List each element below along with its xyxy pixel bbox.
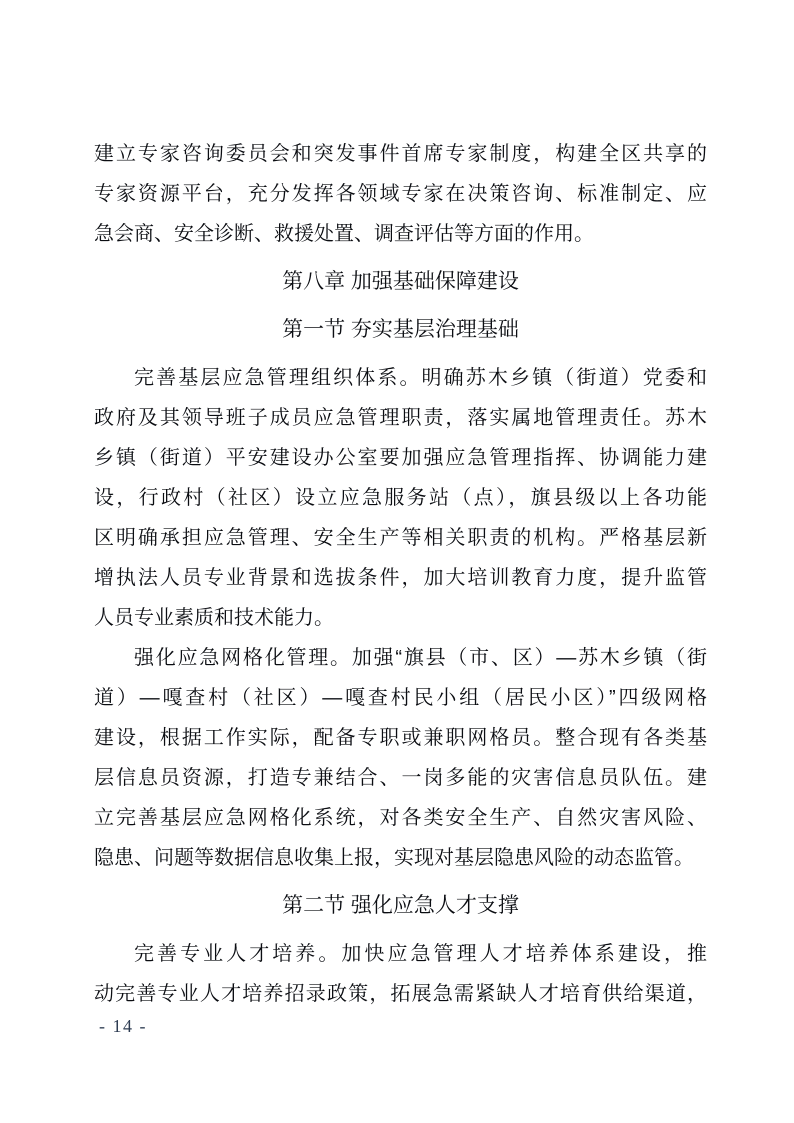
paragraph <box>94 134 707 254</box>
text-line: 急会商、安全诊断、救援处置、调查评估等方面的作用。 <box>94 223 594 245</box>
text-line: 强化应急网格化管理。加强“旗县（市、区）—苏木乡镇（街 <box>134 647 707 669</box>
text-line: 隐患、问题等数据信息收集上报，实现对基层隐患风险的动态监管。 <box>94 847 694 869</box>
text-line: 政府及其领导班子成员应急管理职责，落实属地管理责任。苏木 <box>94 407 707 429</box>
text-line: 区明确承担应急管理、安全生产等相关职责的机构。严格基层新 <box>94 527 707 549</box>
chapter-heading: 第八章 加强基础保障建设 <box>282 270 519 293</box>
text-line: 乡镇（街道）平安建设办公室要加强应急管理指挥、协调能力建 <box>94 447 707 469</box>
text-line: 增执法人员专业背景和选拔条件，加大培训教育力度，提升监管 <box>94 567 707 589</box>
paragraph <box>94 358 707 638</box>
text-line: 立完善基层应急网格化系统，对各类安全生产、自然灾害风险、 <box>94 807 707 829</box>
text-line: 层信息员资源，打造专兼结合、一岗多能的灾害信息员队伍。建 <box>94 767 707 789</box>
text-line: 完善专业人才培养。加快应急管理人才培养体系建设，推 <box>134 943 707 965</box>
text-line: 建立专家咨询委员会和突发事件首席专家制度，构建全区共享的 <box>94 143 707 165</box>
text-line: 完善基层应急管理组织体系。明确苏木乡镇（街道）党委和 <box>134 367 707 389</box>
text-line: 道）—嘎查村（社区）—嘎查村民小组（居民小区）”四级网格 <box>94 687 707 709</box>
section-heading: 第一节 夯实基层治理基础 <box>282 318 519 341</box>
document-body <box>94 134 707 1014</box>
text-line: 动完善专业人才培养招录政策，拓展急需紧缺人才培育供给渠道， <box>94 983 707 1005</box>
paragraph <box>94 638 707 878</box>
text-line: 建设，根据工作实际，配备专职或兼职网格员。整合现有各类基 <box>94 727 707 749</box>
text-line: 设，行政村（社区）设立应急服务站（点），旗县级以上各功能 <box>94 487 707 509</box>
section-heading: 第二节 强化应急人才支撑 <box>282 894 519 917</box>
text-line: 专家资源平台，充分发挥各领域专家在决策咨询、标准制定、应 <box>94 183 707 205</box>
paragraph <box>94 934 707 1014</box>
page-number: - 14 - <box>99 1016 147 1036</box>
text-line: 人员专业素质和技术能力。 <box>94 607 334 629</box>
